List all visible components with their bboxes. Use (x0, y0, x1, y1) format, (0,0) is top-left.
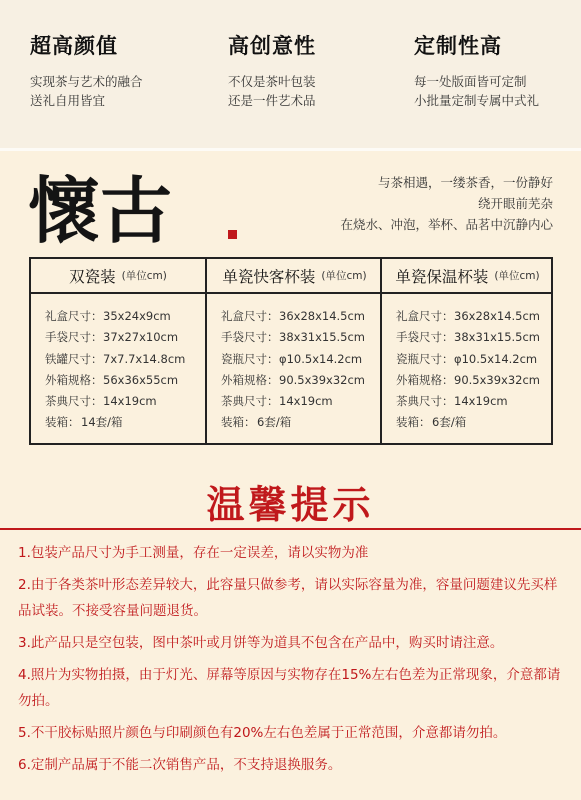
tip-item: 5.不干胶标贴照片颜色与印刷颜色有20%左右色差属于正常范围，介意都请勿拍。 (18, 725, 507, 741)
spec-value: 14x19cm (103, 394, 157, 409)
spec-unit: (单位cm) (121, 270, 167, 282)
spec-row (221, 349, 382, 370)
spec-key: 瓷瓶尺寸： (396, 351, 454, 366)
tagline-line: 与茶相遇，一缕茶香，一份静好 (377, 175, 553, 190)
spec-key: 礼盒尺寸： (396, 309, 454, 323)
spec-key: 外箱规格： (221, 372, 279, 387)
spec-value: 56x36x55cm (103, 372, 179, 387)
spec-row (396, 412, 553, 433)
feature-custom (414, 30, 539, 110)
tip-item: 4.照片为实物拍摄，由于灯光、屏幕等原因与实物存在15%左右色差为正常现象，介意都请勿拍。 (18, 667, 561, 709)
spec-list (31, 294, 205, 434)
spec-key: 手袋尺寸： (396, 330, 454, 345)
spec-key: 手袋尺寸： (45, 330, 103, 345)
brand-banner (0, 160, 581, 255)
spec-key: 礼盒尺寸： (221, 309, 279, 323)
spec-row (45, 306, 205, 327)
spec-key: 外箱规格： (396, 372, 454, 387)
spec-value: 38x31x15.5cm (454, 330, 541, 345)
spec-row (396, 327, 553, 348)
feature-line: 送礼自用皆宜 (30, 93, 106, 108)
spec-value: 36x28x14.5cm (454, 309, 541, 323)
spec-value: 7x7.7x14.8cm (103, 351, 186, 366)
spec-row (45, 391, 205, 412)
feature-header (0, 0, 581, 148)
header-divider (0, 148, 581, 151)
spec-value: 6套/箱 (257, 415, 292, 430)
spec-row (221, 327, 382, 348)
spec-column-thermos (380, 259, 553, 443)
spec-row (45, 370, 205, 391)
warm-tips-divider (0, 528, 581, 530)
spec-column-title: 双瓷装 (69, 267, 116, 286)
spec-value: 38x31x15.5cm (279, 330, 366, 345)
tip-item: 1.包装产品尺寸为手工测量，存在一定误差，请以实物为准 (18, 545, 369, 561)
feature-title: 高创意性 (228, 34, 316, 58)
spec-column-header (382, 259, 553, 294)
brand-tagline (340, 172, 553, 235)
spec-key: 瓷瓶尺寸： (221, 351, 279, 366)
feature-line: 还是一件艺术品 (228, 93, 316, 108)
tagline-line: 绕开眼前芜杂 (477, 196, 553, 211)
spec-key: 茶典尺寸： (221, 394, 279, 409)
feature-title: 超高颜值 (30, 34, 118, 58)
feature-desc (228, 72, 316, 110)
feature-beauty (30, 30, 143, 110)
spec-value: 90.5x39x32cm (279, 372, 366, 387)
spec-value: φ10.5x14.2cm (454, 351, 538, 366)
spec-row (45, 412, 205, 433)
spec-key: 茶典尺寸： (396, 394, 454, 409)
spec-key: 外箱规格： (45, 372, 103, 387)
spec-row (396, 349, 553, 370)
spec-value: 36x28x14.5cm (279, 309, 366, 323)
spec-row (396, 306, 553, 327)
spec-key: 铁罐尺寸： (45, 351, 103, 366)
spec-row (45, 327, 205, 348)
feature-line: 不仅是茶叶包装 (228, 74, 316, 89)
tip-item: 3.此产品只是空包装，图中茶叶或月饼等为道具不包含在产品中，购买时请注意。 (18, 635, 504, 651)
spec-column-header (31, 259, 205, 294)
spec-column-double (31, 259, 205, 443)
spec-column-title: 单瓷快客杯装 (222, 267, 316, 286)
spec-row (396, 391, 553, 412)
spec-key: 装箱： (396, 415, 431, 430)
feature-creativity (228, 30, 316, 110)
warm-tips-list (18, 540, 565, 784)
spec-key: 礼盒尺寸： (45, 309, 103, 323)
spec-unit: (单位cm) (494, 270, 540, 282)
spec-column-header (207, 259, 382, 294)
tip-item: 2.由于各类茶叶形态差异较大，此容量只做参考，请以实际容量为准，容量问题建议先买样品试装。不接受容量问题退货。 (18, 577, 558, 619)
spec-value: 37x27x10cm (103, 330, 179, 345)
tagline-line: 在烧水、冲泡，举杯、品茗中沉静内心 (340, 217, 553, 232)
feature-line: 小批量定制专属中式礼 (414, 93, 540, 108)
spec-value: 90.5x39x32cm (454, 372, 541, 387)
spec-value: 6套/箱 (432, 415, 467, 430)
brand-logo (20, 160, 250, 250)
spec-table (29, 257, 553, 445)
spec-value: 14x19cm (279, 394, 333, 409)
feature-line: 每一处版面皆可定制 (414, 74, 527, 89)
feature-desc (414, 72, 539, 110)
spec-value: 14x19cm (454, 394, 508, 409)
spec-value: 35x24x9cm (103, 309, 171, 323)
seal-icon (228, 230, 237, 239)
spec-list (207, 294, 382, 434)
spec-row (221, 391, 382, 412)
spec-column-quick-cup (205, 259, 382, 443)
spec-unit: (单位cm) (321, 270, 367, 282)
spec-row (221, 370, 382, 391)
spec-key: 装箱： (221, 415, 256, 430)
feature-title: 定制性高 (414, 34, 502, 58)
spec-list (382, 294, 553, 434)
spec-row (45, 349, 205, 370)
warm-tips-title: 温馨提示 (206, 483, 375, 527)
feature-desc (30, 72, 143, 110)
spec-key: 茶典尺寸： (45, 394, 103, 409)
brand-logo-text: 懷古 (28, 168, 173, 250)
tip-item: 6.定制产品属于不能二次销售产品，不支持退换服务。 (18, 757, 342, 773)
spec-column-title: 单瓷保温杯装 (395, 267, 489, 286)
spec-key: 装箱： (45, 415, 80, 430)
spec-key: 手袋尺寸： (221, 330, 279, 345)
spec-value: 14套/箱 (81, 415, 123, 430)
spec-row (396, 370, 553, 391)
spec-row (221, 306, 382, 327)
spec-row (221, 412, 382, 433)
spec-value: φ10.5x14.2cm (279, 351, 363, 366)
feature-line: 实现茶与艺术的融合 (30, 74, 143, 89)
